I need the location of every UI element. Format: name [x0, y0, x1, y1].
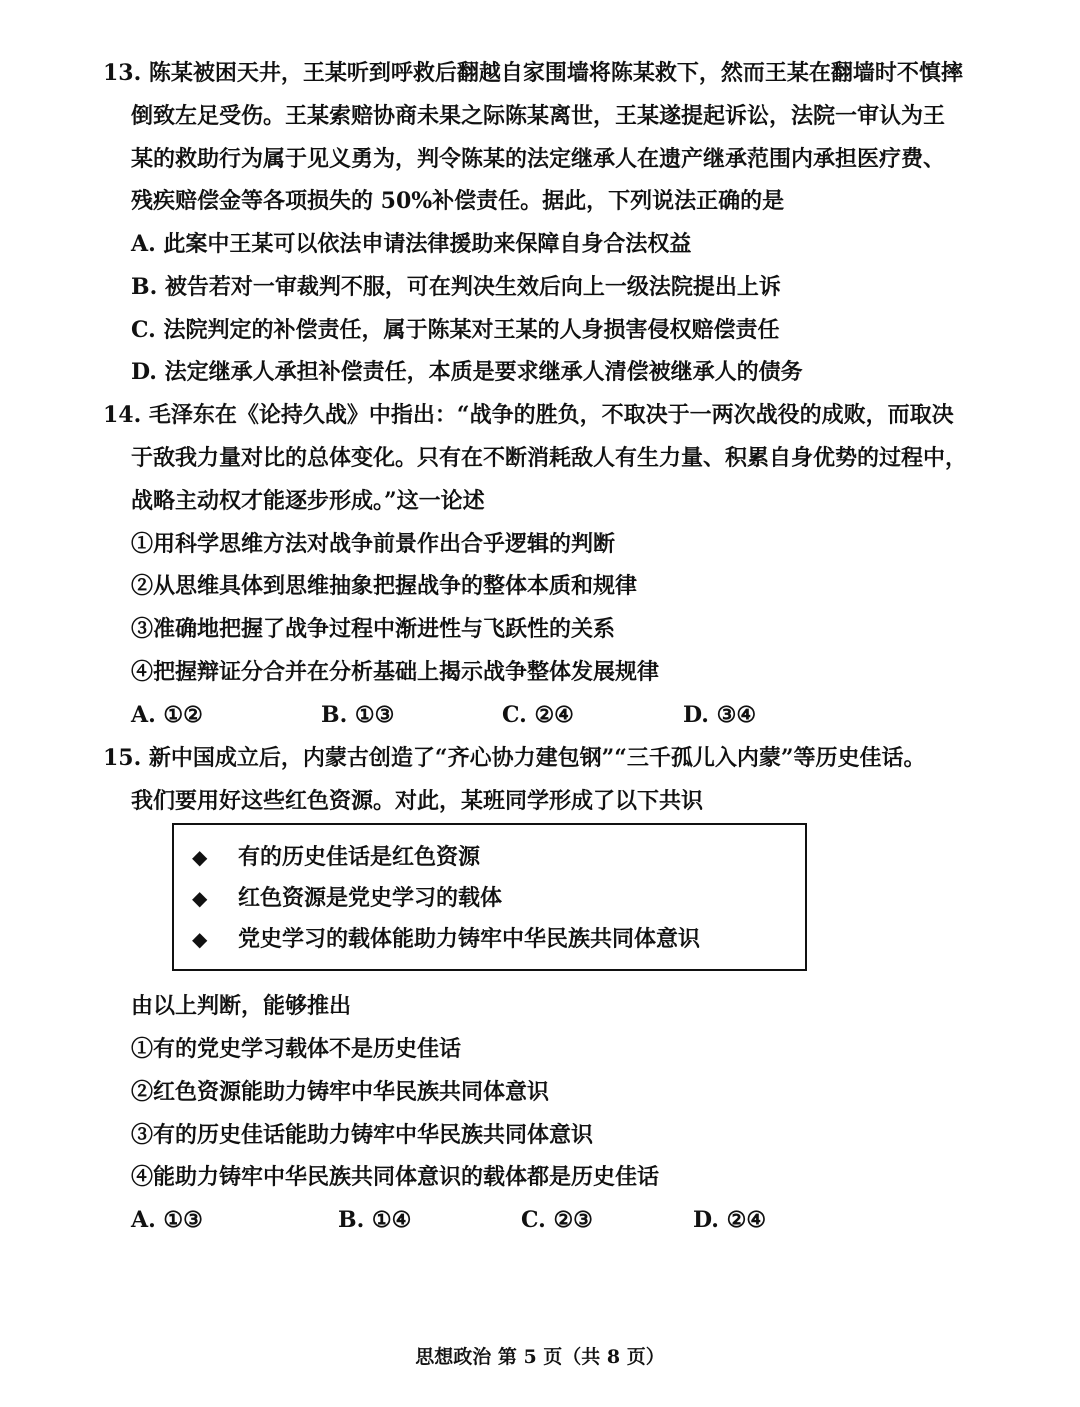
q13-option-d: D. 法定继承人承担补偿责任，本质是要求继承人清偿被继承人的债务	[131, 359, 803, 385]
consensus-item-text: 党史学习的载体能助力铸牢中华民族共同体意识	[238, 926, 701, 952]
q14-stem-line-2: 于敌我力量对比的总体变化。只有在不断消耗敌人有生力量、积累自身优势的过程中，	[131, 445, 968, 471]
q15-lead: 由以上判断，能够推出	[131, 993, 352, 1019]
q14-choice-d: D. ③④	[683, 702, 757, 728]
consensus-item	[192, 924, 701, 954]
q13-stem-line-2: 倒致左足受伤。王某索赔协商未果之际陈某离世，王某遂提起诉讼，法院一审认为王	[131, 103, 946, 129]
q14-choice-c: C. ②④	[502, 702, 574, 728]
q15-choice-d: D. ②④	[693, 1207, 767, 1233]
diamond-bullet-icon: ◆	[192, 886, 208, 910]
q13-option-b: B. 被告若对一审裁判不服，可在判决生效后向上一级法院提出上诉	[131, 274, 781, 300]
q14-stem-line-3: 战略主动权才能逐步形成。”这一论述	[131, 488, 485, 514]
q15-choice-c: C. ②③	[521, 1207, 593, 1233]
q13-stem-line-4: 残疾赔偿金等各项损失的 50%补偿责任。据此，下列说法正确的是	[131, 188, 785, 214]
q15-item-4: ④能助力铸牢中华民族共同体意识的载体都是历史佳话	[131, 1164, 660, 1190]
consensus-item-text: 有的历史佳话是红色资源	[238, 844, 481, 870]
diamond-bullet-icon: ◆	[192, 845, 208, 869]
page-footer: 思想政治 第 5 页（共 8 页）	[415, 1346, 665, 1368]
q14-stem-line-1: 14. 毛泽东在《论持久战》中指出：“战争的胜负，不取决于一两次战役的成败，而取决	[103, 402, 954, 428]
consensus-item-text: 红色资源是党史学习的载体	[238, 885, 503, 911]
q14-choice-a: A. ①②	[131, 702, 203, 728]
consensus-item	[192, 842, 481, 872]
q15-item-1: ①有的党史学习载体不是历史佳话	[131, 1036, 462, 1062]
q14-item-2: ②从思维具体到思维抽象把握战争的整体本质和规律	[131, 573, 638, 599]
consensus-item	[192, 883, 503, 913]
q15-stem-line-2: 我们要用好这些红色资源。对此，某班同学形成了以下共识	[131, 788, 704, 814]
q14-item-4: ④把握辩证分合并在分析基础上揭示战争整体发展规律	[131, 659, 660, 685]
q15-choice-b: B. ①④	[338, 1207, 412, 1233]
q15-choice-a: A. ①③	[131, 1207, 203, 1233]
q15-item-3: ③有的历史佳话能助力铸牢中华民族共同体意识	[131, 1122, 594, 1148]
q14-item-3: ③准确地把握了战争过程中渐进性与飞跃性的关系	[131, 616, 616, 642]
consensus-box	[172, 823, 807, 971]
q13-option-a: A. 此案中王某可以依法申请法律援助来保障自身合法权益	[131, 231, 692, 257]
q13-stem-line-1: 13. 陈某被困天井，王某听到呼救后翻越自家围墙将陈某救下，然而王某在翻墙时不慎摔	[103, 60, 963, 86]
diamond-bullet-icon: ◆	[192, 927, 208, 951]
q14-choice-b: B. ①③	[321, 702, 395, 728]
q15-item-2: ②红色资源能助力铸牢中华民族共同体意识	[131, 1079, 550, 1105]
q14-item-1: ①用科学思维方法对战争前景作出合乎逻辑的判断	[131, 531, 616, 557]
q13-stem-line-3: 某的救助行为属于见义勇为，判令陈某的法定继承人在遗产继承范围内承担医疗费、	[131, 146, 946, 172]
q13-option-c: C. 法院判定的补偿责任，属于陈某对王某的人身损害侵权赔偿责任	[131, 317, 780, 343]
q15-stem-line-1: 15. 新中国成立后，内蒙古创造了“齐心协力建包钢”“三千孤儿入内蒙”等历史佳话。	[103, 745, 926, 771]
